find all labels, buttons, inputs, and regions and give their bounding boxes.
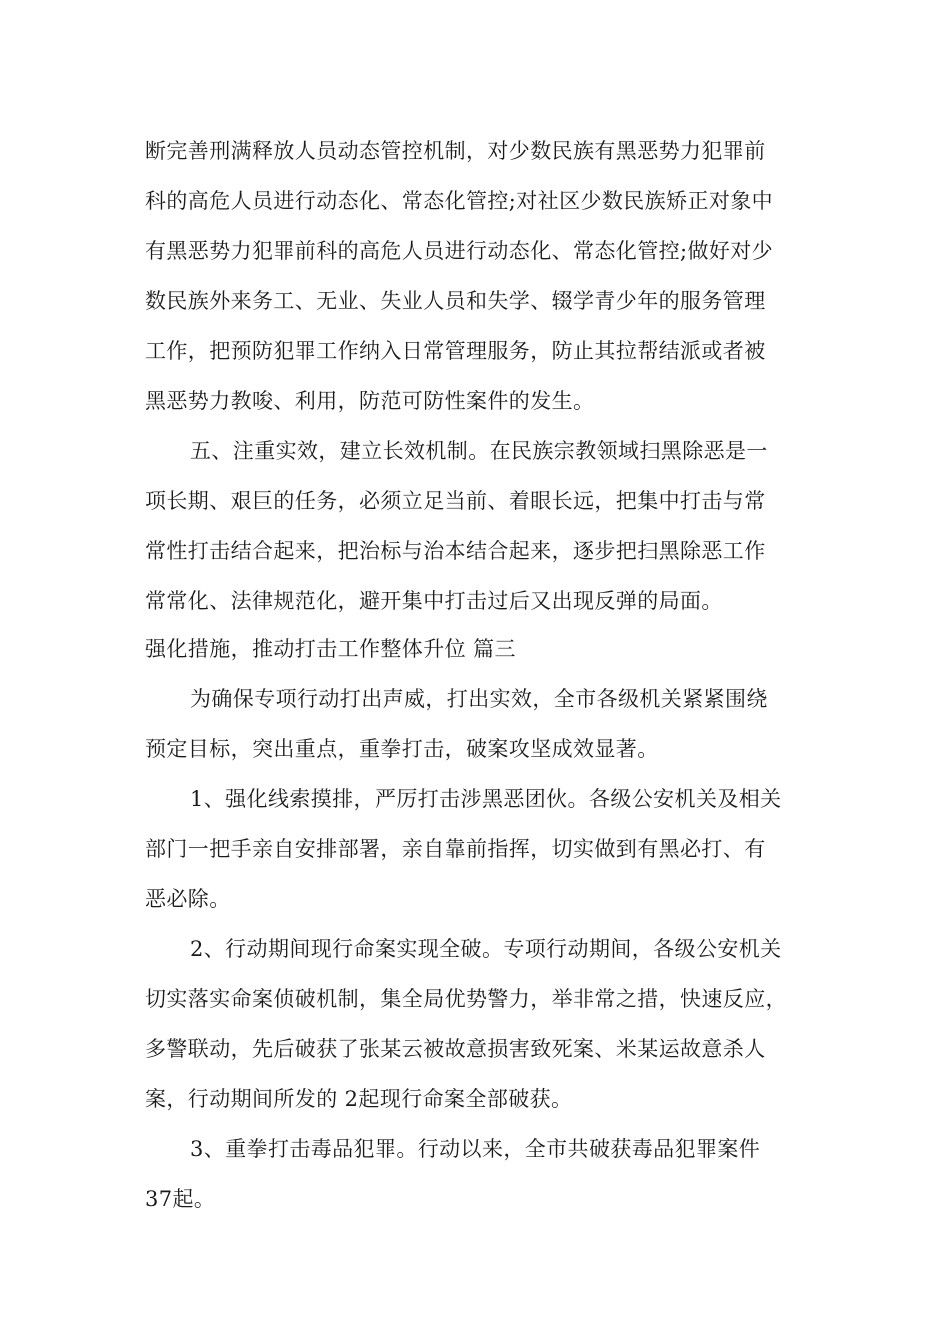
paragraph-first-line: 为确保专项行动打出声威，打出实效，全市各级机关紧紧围绕 <box>190 687 768 711</box>
text-line: 常常化、法律规范化，避开集中打击过后又出现反弹的局面。 <box>145 589 723 613</box>
item-two-first-line: 2、行动期间现行命案实现全破。专项行动期间，各级公安机关 <box>190 937 782 961</box>
text-line: 黑恶势力教唆、利用，防范可防性案件的发生。 <box>145 389 595 413</box>
section-five-first-line: 五、注重实效，建立长效机制。在民族宗教领域扫黑除恶是一 <box>190 439 768 463</box>
text-line: 预定目标，突出重点，重拳打击，破案攻坚成效显著。 <box>145 737 659 761</box>
text-line: 切实落实命案侦破机制，集全局优势警力，举非常之措，快速反应， <box>145 987 787 1011</box>
text-line: 有黑恶势力犯罪前科的高危人员进行动态化、常态化管控;做好对少 <box>145 239 774 263</box>
item-three-first-line: 3、重拳打击毒品犯罪。行动以来，全市共破获毒品犯罪案件 <box>190 1137 761 1161</box>
section-heading: 强化措施，推动打击工作整体升位 篇三 <box>145 637 516 661</box>
text-line: 科的高危人员进行动态化、常态化管控;对社区少数民族矫正对象中 <box>145 189 774 213</box>
text-line: 断完善刑满释放人员动态管控机制，对少数民族有黑恶势力犯罪前 <box>145 139 766 163</box>
text-line: 多警联动，先后破获了张某云被故意损害致死案、米某运故意杀人 <box>145 1037 766 1061</box>
text-line: 常性打击结合起来，把治标与治本结合起来，逐步把扫黑除恶工作 <box>145 539 766 563</box>
item-one-first-line: 1、强化线索摸排，严厉打击涉黑恶团伙。各级公安机关及相关 <box>190 787 782 811</box>
text-line: 案，行动期间所发的 2起现行命案全部破获。 <box>145 1087 573 1111</box>
text-line: 部门一把手亲自安排部署，亲自靠前指挥，切实做到有黑必打、有 <box>145 837 766 861</box>
text-line: 恶必除。 <box>145 887 231 911</box>
text-line: 37起。 <box>145 1187 216 1211</box>
text-line: 项长期、艰巨的任务，必须立足当前、着眼长远，把集中打击与常 <box>145 489 766 513</box>
text-line: 工作，把预防犯罪工作纳入日常管理服务，防止其拉帮结派或者被 <box>145 339 766 363</box>
text-line: 数民族外来务工、无业、失业人员和失学、辍学青少年的服务管理 <box>145 289 766 313</box>
